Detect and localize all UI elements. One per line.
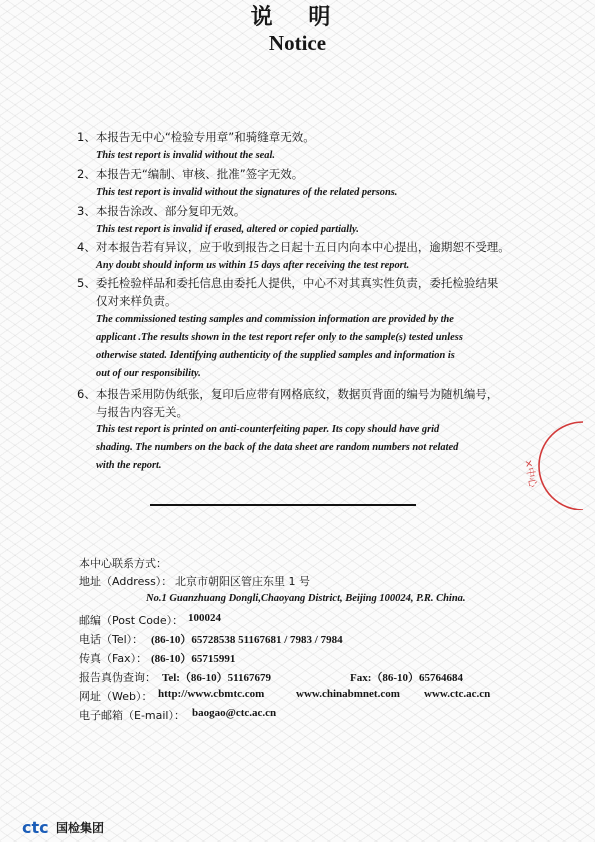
- svg-text:ctc: ctc: [22, 818, 49, 836]
- notice-item-2-cn: 2、本报告无“编制、审核、批准”签字无效。: [77, 167, 304, 181]
- notice-item-4-cn: 4、对本报告若有异议，应于收到报告之日起十五日内向本中心提出，逾期恕不受理。: [77, 240, 510, 254]
- notice-item-2-en: This test report is invalid without the signatures of the related persons.: [96, 187, 398, 198]
- verify-fax: Fax:（86-10）65764684: [350, 672, 464, 684]
- notice-item-5-cn: 5、委托检验样品和委托信息由委托人提供，中心不对其真实性负责，委托检验结果: [77, 276, 499, 290]
- tel-value: (86-10）65728538 51167681 / 7983 / 7984: [151, 634, 343, 646]
- notice-item-6-en-line3: with the report.: [96, 460, 162, 471]
- notice-item-5-cn-line2: 仅对来样负责。: [96, 294, 177, 308]
- tel-label: 电话（Tel）：: [79, 633, 144, 646]
- svg-text:×中心: ×中心: [522, 458, 538, 489]
- notice-item-1-cn: 1、本报告无中心“检验专用章”和骑缝章无效。: [77, 130, 315, 144]
- notice-item-3-en: This test report is invalid if erased, altered or copied partially.: [96, 224, 359, 235]
- notice-item-3-cn: 3、本报告涂改、部分复印无效。: [77, 204, 246, 218]
- notice-item-6-cn: 6、本报告采用防伪纸张，复印后应带有网格底纹，数据页背面的编号为随机编号，: [77, 387, 499, 401]
- notice-item-5-en-line2: applicant .The results shown in the test report refer only to the sample(s) tested unless: [96, 332, 463, 343]
- postcode-value: 100024: [188, 612, 221, 624]
- fax-value: (86-10）65715991: [151, 653, 236, 665]
- organization-name: 国检集团: [56, 821, 105, 835]
- postcode-label: 邮编（Post Code）：: [79, 614, 184, 627]
- ctc-logo-icon: [22, 818, 56, 836]
- divider-rule: [150, 504, 416, 506]
- verify-tel: Tel:（86-10）51167679: [162, 672, 271, 684]
- web-link-1[interactable]: http://www.cbmtc.com: [158, 688, 265, 700]
- notice-item-5-en-line4: out of our responsibility.: [96, 368, 201, 379]
- notice-item-1-en: This test report is invalid without the seal.: [96, 150, 275, 161]
- notice-item-6-en-line2: shading. The numbers on the back of the data sheet are random numbers not related: [96, 442, 459, 453]
- notice-item-5-en-line3: otherwise stated. Identifying authenticity of the supplied samples and information is: [96, 350, 455, 361]
- fax-label: 传真（Fax）：: [79, 652, 148, 665]
- red-seal-stamp: [505, 420, 585, 510]
- address-cn: 北京市朝阳区管庄东里 1 号: [175, 575, 310, 588]
- notice-item-4-en: Any doubt should inform us within 15 days after receiving the test report.: [96, 260, 410, 271]
- web-link-2[interactable]: www.chinabmnet.com: [296, 688, 400, 700]
- notice-item-6-en: This test report is printed on anti-counterfeiting paper. Its copy should have grid: [96, 424, 440, 435]
- web-link-3[interactable]: www.ctc.ac.cn: [424, 688, 491, 700]
- notice-item-5-en: The commissioned testing samples and commission information are provided by the: [96, 314, 454, 325]
- email-label: 电子邮箱（E-mail）：: [79, 709, 185, 722]
- address-en: No.1 Guanzhuang Dongli,Chaoyang District, Beijing 100024, P.R. China.: [146, 593, 466, 604]
- title-english: Notice: [268, 31, 327, 55]
- title-chinese: 说 明: [250, 5, 345, 30]
- notice-item-6-cn-line2: 与报告内容无关。: [96, 405, 188, 419]
- email-value[interactable]: baogao@ctc.ac.cn: [192, 707, 277, 719]
- address-label: 地址（Address）：: [79, 575, 173, 588]
- contact-heading: 本中心联系方式：: [79, 557, 167, 570]
- web-label: 网址（Web）：: [79, 690, 153, 703]
- verify-label: 报告真伪查询：: [79, 671, 156, 684]
